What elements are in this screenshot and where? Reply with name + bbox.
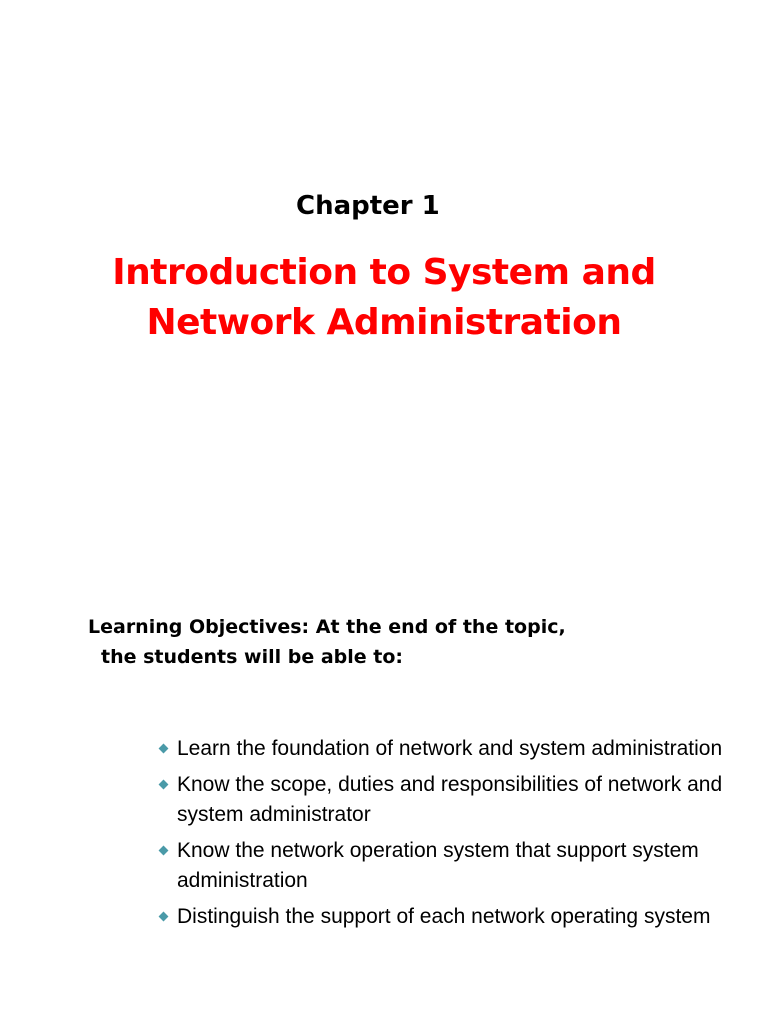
list-item [160, 836, 760, 896]
title-line-1: Introduction to System and [112, 252, 656, 293]
list-item-text: Know the network operation system that support system administration [177, 839, 699, 892]
diamond-bullet-icon [159, 780, 169, 790]
list-item-text: Learn the foundation of network and system administration [177, 737, 723, 760]
diamond-bullet-icon [159, 846, 169, 856]
list-item-text: Know the scope, duties and responsibilities of network and system administrator [177, 773, 723, 826]
page-title [84, 248, 684, 348]
list-item [160, 770, 760, 830]
list-item [160, 734, 760, 764]
chapter-label: Chapter 1 [296, 191, 440, 221]
objectives-list [160, 734, 760, 938]
title-line-2: Network Administration [146, 302, 622, 343]
diamond-bullet-icon [159, 744, 169, 754]
list-item-text: Distinguish the support of each network operating system [177, 905, 711, 928]
objectives-line-1: Learning Objectives: At the end of the topic, [88, 616, 566, 638]
diamond-bullet-icon [159, 912, 169, 922]
learning-objectives [88, 612, 566, 672]
objectives-line-2: the students will be able to: [101, 646, 404, 668]
list-item [160, 902, 760, 932]
